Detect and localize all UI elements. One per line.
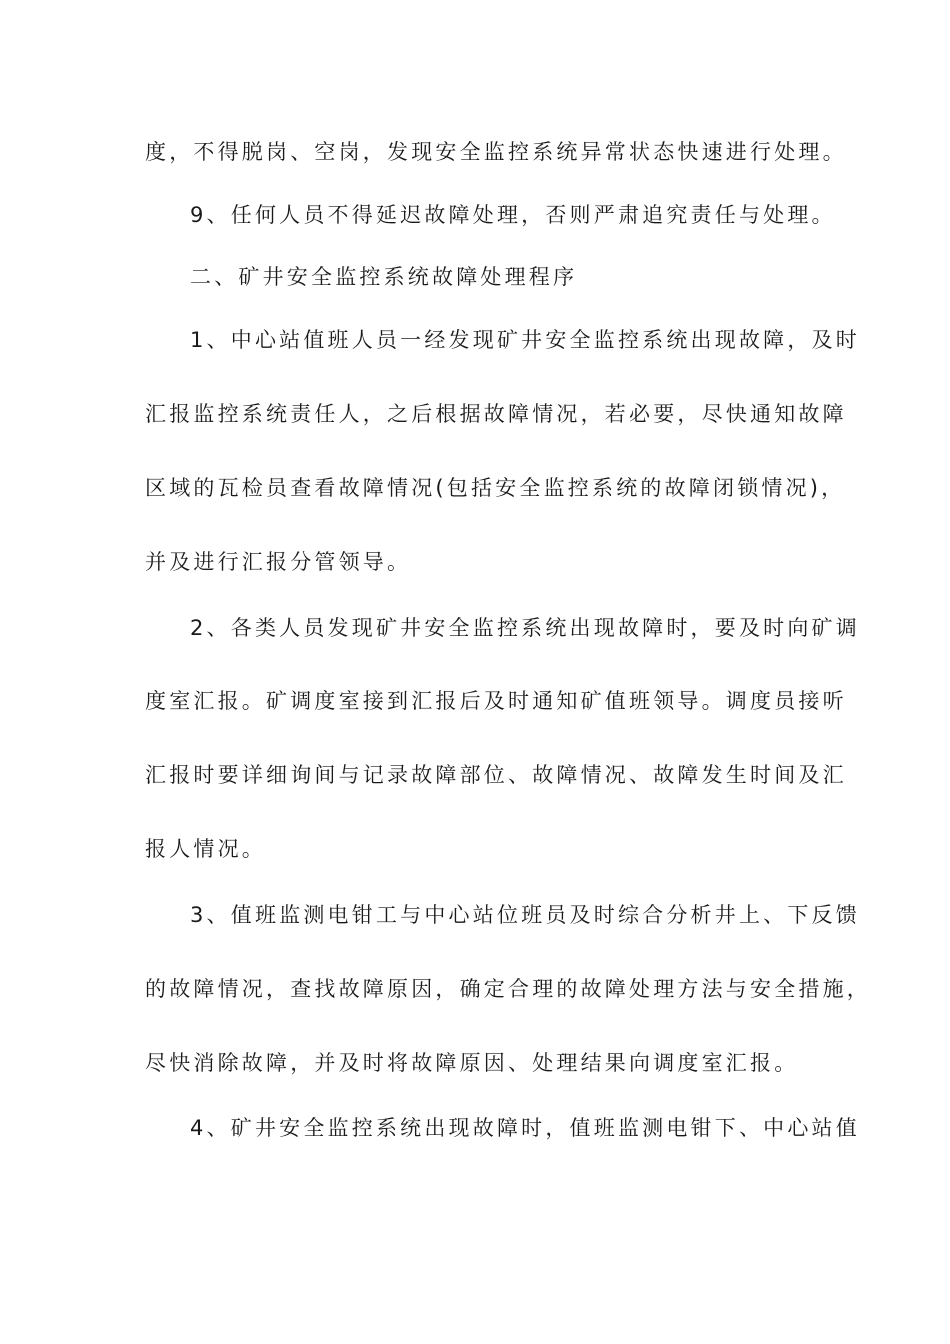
text-line: 度，不得脱岗、空岗，发现安全监控系统异常状态快速进行处理。 [145, 140, 847, 164]
text-line: 汇报监控系统责任人，之后根据故障情况，若必要，尽快通知故障 [145, 402, 847, 426]
text-line: 2、各类人员发现矿井安全监控系统出现故障时，要及时向矿调 [190, 616, 860, 640]
text-line: 9、任何人员不得延迟故障处理，否则严肃追究责任与处理。 [190, 203, 836, 227]
text-line: 并及进行汇报分管领导。 [145, 550, 412, 574]
text-line: 尽快消除故障，并及时将故障原因、处理结果向调度室汇报。 [145, 1051, 799, 1075]
section-heading: 二、矿井安全监控系统故障处理程序 [190, 265, 578, 289]
text-line: 汇报时要详细询间与记录故障部位、故障情况、故障发生时间及汇 [145, 763, 847, 787]
text-line: 报人情况。 [145, 837, 266, 861]
text-line: 3、值班监测电钳工与中心站位班员及时综合分析井上、下反馈 [190, 903, 860, 927]
text-line: 区域的瓦检员查看故障情况(包括安全监控系统的故障闭锁情况)， [145, 476, 846, 500]
text-line: 的故障情况，查找故障原因，确定合理的故障处理方法与安全措施， [145, 977, 871, 1001]
text-line: 度室汇报。矿调度室接到汇报后及时通知矿值班领导。调度员接听 [145, 689, 847, 713]
text-line: 4、矿井安全监控系统出现故障时，值班监测电钳下、中心站值 [190, 1116, 860, 1140]
text-line: 1、中心站值班人员一经发现矿井安全监控系统出现故障，及时 [190, 328, 860, 352]
